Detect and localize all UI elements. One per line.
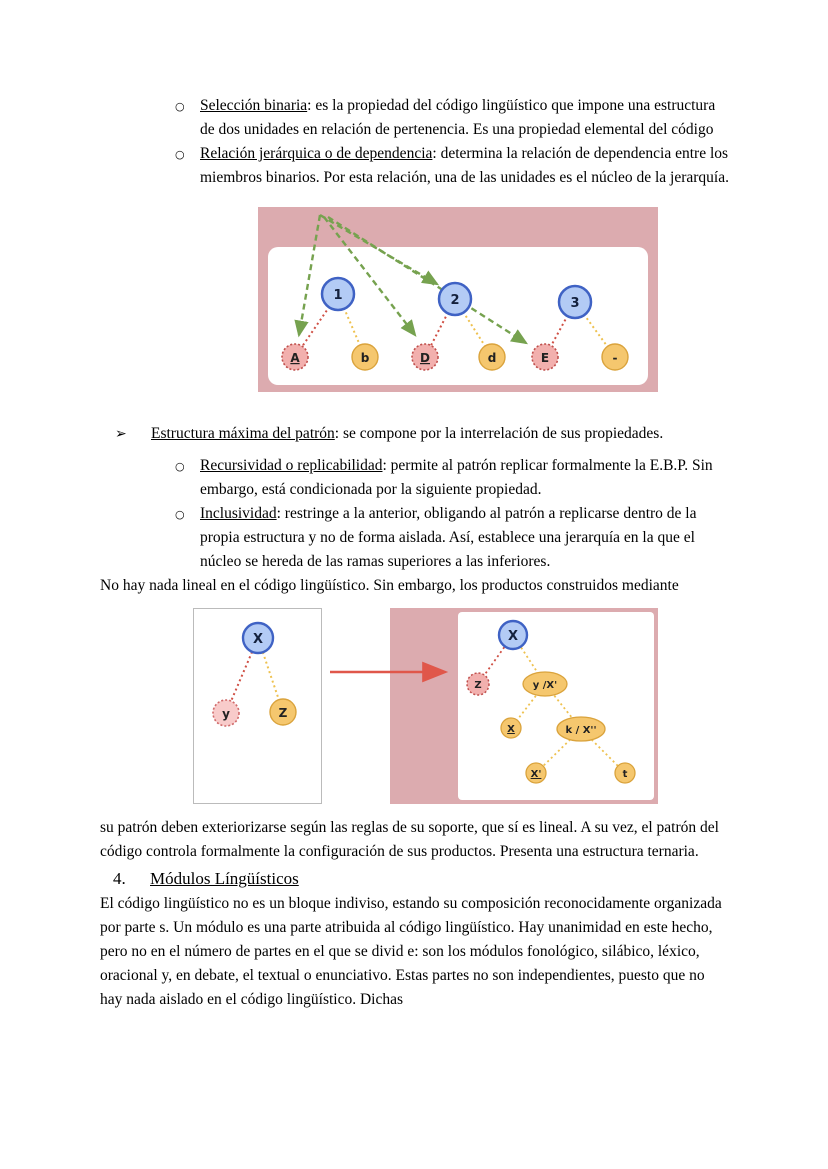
leaf-b-label: b [360, 351, 370, 365]
body-text: : es la propiedad del código lingüístico que impone una estructura de dos unidades en relación de pertenencia. Es una propiedad elemental del código [200, 97, 716, 138]
right-node-Z-label: Z [474, 680, 482, 691]
body-text: : se compone por la interrelación de sus propiedades. [334, 425, 664, 442]
bullet-text [151, 422, 730, 446]
bullet-item [100, 142, 730, 190]
bullet-text [200, 502, 730, 574]
diagram1-canvas [268, 247, 648, 385]
paragraph: El código lingüístico no es un bloque indiviso, estando su composición reconocidamente organizada por parte s. Un módulo es una parte atribuida al código lingüístico. Hay unanimidad en este hecho, pero no en el número de partes en el que se divid e: son los módulos fonológico, silábico, léxico, oracional y, en debate, el textual o enunciativo. Estas partes no son independientes, puesto que no hay nada aislado en el código lingüístico. Dichas [100, 895, 722, 1008]
sub-bullet-list [100, 454, 730, 574]
heading-title: Módulos Língüísticos [150, 869, 299, 888]
diagram-binary-hierarchy [258, 207, 658, 392]
term-text: Inclusividad [200, 505, 277, 522]
section-heading [100, 866, 730, 892]
leaf-E-label: E [540, 351, 550, 365]
bullet-item [100, 502, 730, 574]
node-1-label: 1 [333, 288, 343, 303]
arrow-bullet-icon: ➢ [115, 426, 127, 442]
circle-bullet-icon: ○ [175, 508, 185, 521]
top-bullet-list [100, 94, 730, 190]
node-3-label: 3 [570, 296, 580, 311]
left-node-y-label: y [222, 707, 230, 721]
binary-hierarchy-figure [258, 207, 658, 392]
bullet-item [100, 94, 730, 142]
bullet-text [200, 94, 730, 142]
circle-bullet-icon: ○ [175, 460, 185, 473]
arrow-bullet-item [100, 422, 730, 446]
term-text: Estructura máxima del patrón [151, 425, 335, 442]
body-text: : permite al patrón replicar formalmente la E.B.P. Sin embargo, está condicionada por la siguiente propiedad. [200, 457, 713, 498]
node-2-label: 2 [450, 293, 460, 308]
leaf-A-label: A [290, 351, 300, 365]
recursion-figure [193, 608, 658, 804]
term-text: Selección binaria [200, 97, 308, 114]
right-node-kX-label: k / X'' [565, 725, 597, 736]
left-node-Z-label: Z [278, 706, 288, 720]
right-node-yX-label: y /X' [532, 680, 558, 691]
leaf-d-label: d [487, 351, 497, 365]
paragraph: No hay nada lineal en el código lingüístico. Sin embargo, los productos construidos mediante [100, 577, 679, 594]
circle-bullet-icon: ○ [175, 148, 185, 161]
term-text: Recursividad o replicabilidad [200, 457, 383, 474]
paragraph: su patrón deben exteriorizarse según las reglas de su soporte, que sí es lineal. A su vez, el patrón del código controla formalmente la configuración de sus productos. Presenta una estructura ternaria. [100, 819, 719, 860]
bullet-item [100, 454, 730, 502]
term-text: Relación jerárquica o de dependencia [200, 145, 433, 162]
right-node-Xprime-label: X' [530, 769, 542, 780]
circle-bullet-icon: ○ [175, 100, 185, 113]
right-node-Xmid-label: X [507, 724, 515, 735]
diagram-recursion [193, 608, 658, 804]
leaf-D-label: D [420, 351, 430, 365]
right-root-X-label: X [507, 629, 519, 644]
bullet-text [200, 142, 730, 190]
left-root-X-label: X [252, 632, 264, 647]
body-text: : restringe a la anterior, obligando al patrón a replicarse dentro de la propia estructura y no de forma aislada. Así, establece una jerarquía en la que el núcleo se hereda de las ramas superiores a las inferiores. [200, 505, 697, 570]
heading-number: 4. [113, 869, 126, 888]
body-text: : determina la relación de dependencia entre los miembros binarios. Por esta relación, una de las unidades es el núcleo de la jerarquía. [200, 145, 729, 186]
right-node-t-label: t [622, 769, 628, 780]
bullet-text [200, 454, 730, 502]
leaf-dash-label: - [612, 351, 618, 365]
